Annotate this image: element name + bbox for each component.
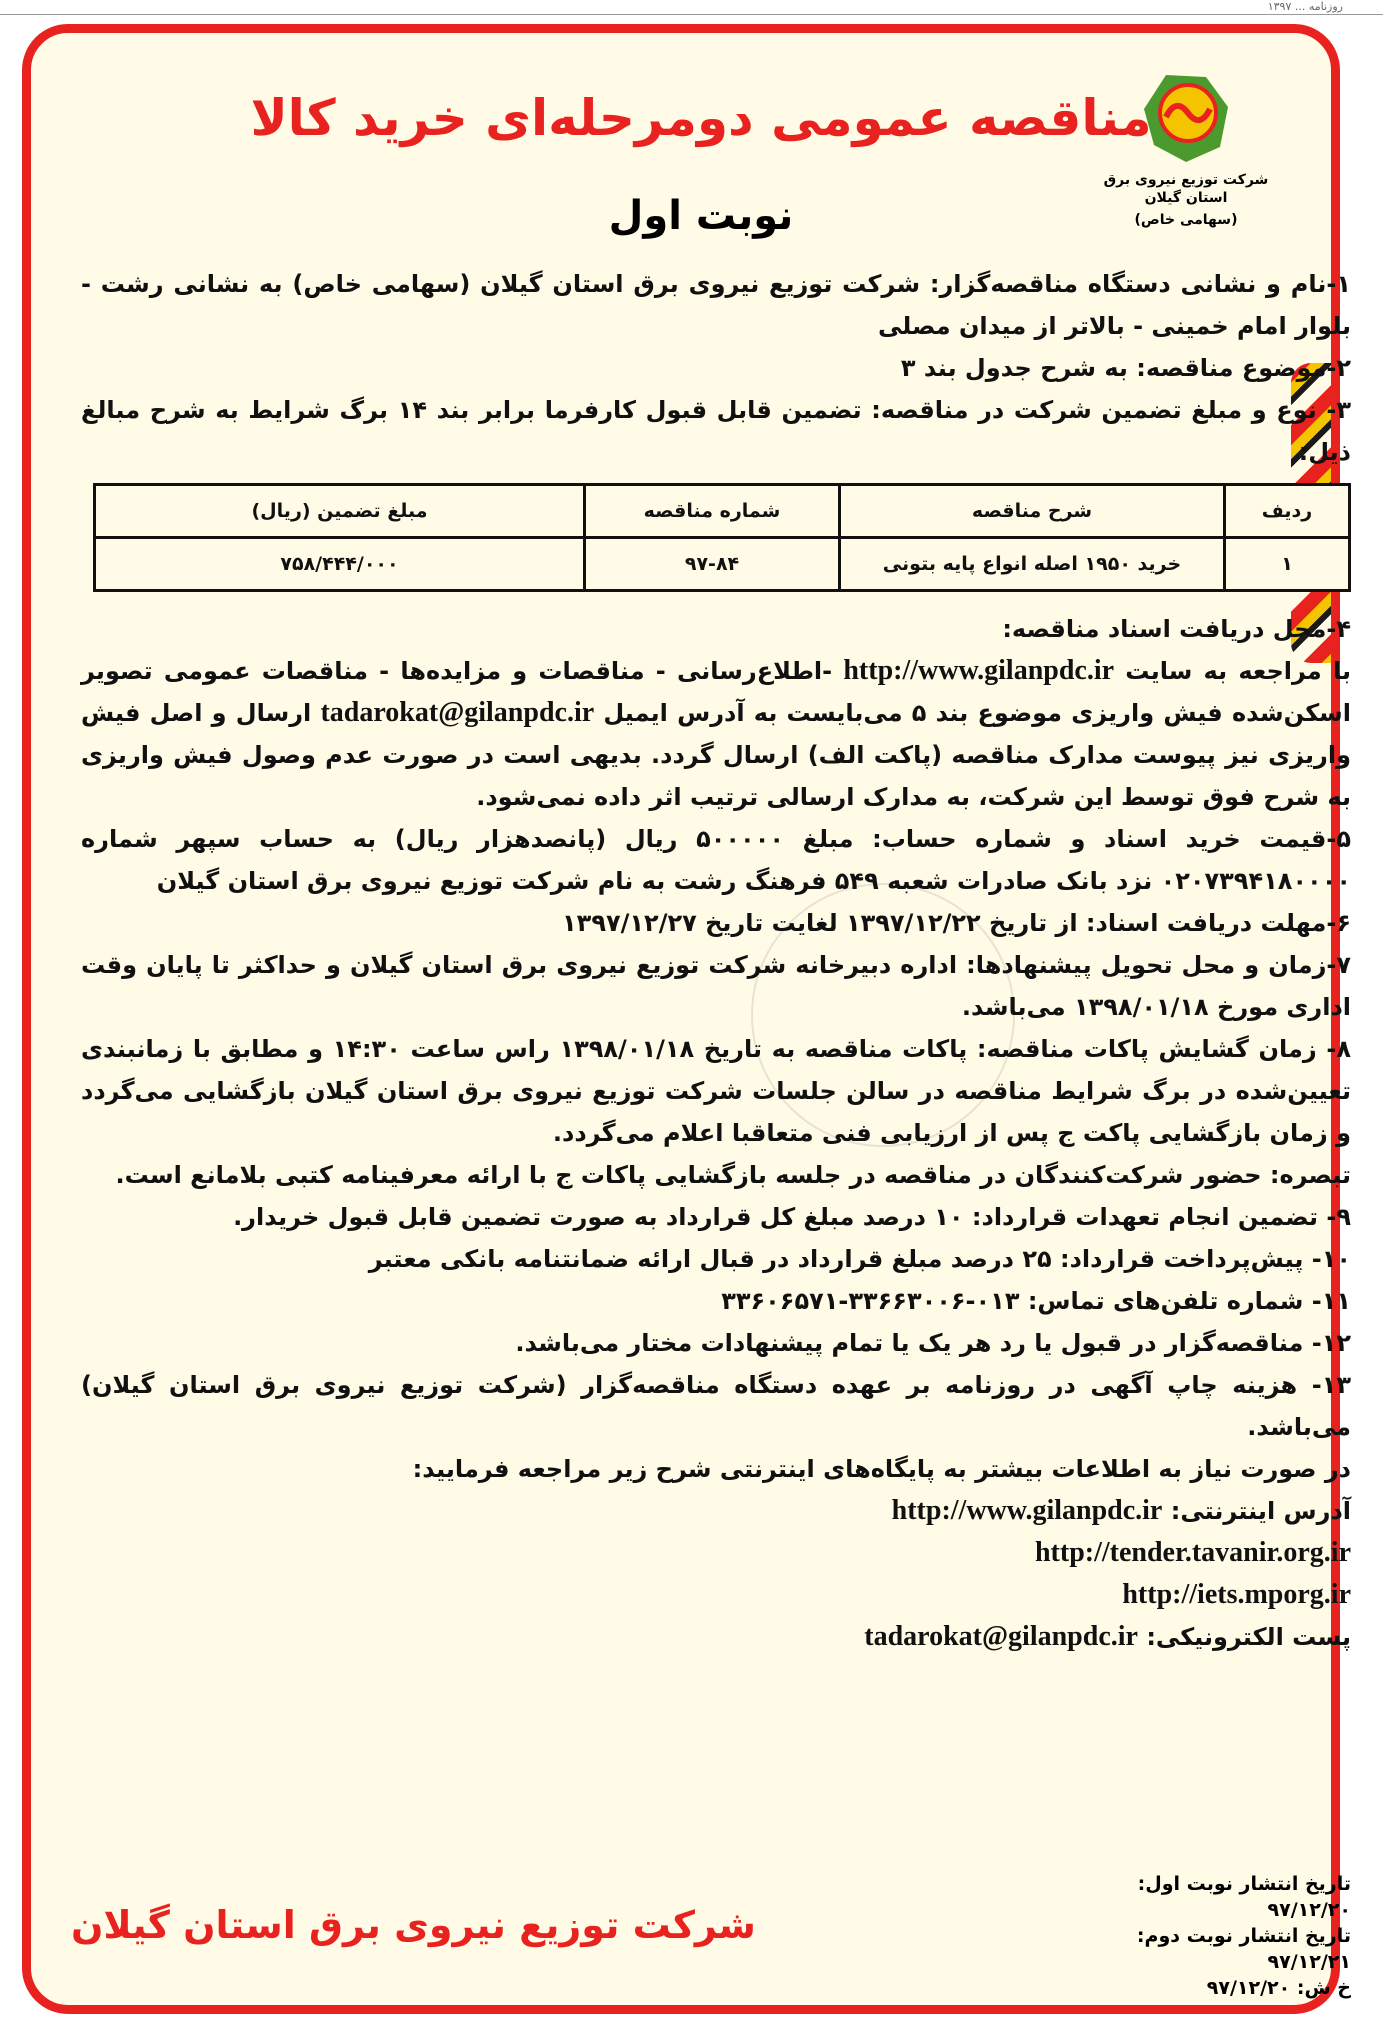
address-link-1[interactable]: http://www.gilanpdc.ir <box>891 1495 1163 1526</box>
col-row-number: ردیف <box>1225 485 1350 538</box>
address-line-3 <box>81 1574 1351 1616</box>
publication-code: خ ش: ۹۷/۱۲/۲۰ <box>1206 1977 1351 1999</box>
cell-tender-number: ۹۷-۸۴ <box>585 538 840 591</box>
footer-company: شرکت توزیع نیروی برق استان گیلان <box>71 1903 756 1947</box>
item-6: ۶-مهلت دریافت اسناد: از تاریخ ۱۳۹۷/۱۲/۲۲ لغایت تاریخ ۱۳۹۷/۱۲/۲۷ <box>562 909 1351 937</box>
top-scrap-text: روزنامه ... ۱۳۹۷ <box>1267 0 1343 13</box>
publication-dates <box>1051 1871 1351 2001</box>
date-second: تاریخ انتشار نوبت دوم: ۹۷/۱۲/۲۱ <box>1136 1925 1351 1973</box>
address-link-3[interactable]: http://iets.mporg.ir <box>1122 1579 1351 1610</box>
item-2: ۲-موضوع مناقصه: به شرح جدول بند ۳ <box>900 354 1351 382</box>
gilanpdc-link[interactable]: http://www.gilanpdc.ir <box>843 655 1115 686</box>
item-8: ۸- زمان گشایش پاکات مناقصه: پاکات مناقصه به تاریخ ۱۳۹۸/۰۱/۱۸ راس ساعت ۱۴:۳۰ و مطابق با زمانبندی تعیین‌شده در برگ شرایط مناقصه در سالن جلسات شرکت توزیع نیروی برق استان گیلان بازگشایی می‌گردد و زمان بازگشایی پاکت ج پس از ارزیابی فنی متعاقبا اعلام می‌گردد. <box>81 1035 1351 1147</box>
email-label: پست الکترونیکی: <box>1146 1623 1351 1651</box>
company-name-line1: شرکت توزیع نیروی برق استان گیلان <box>1103 172 1269 206</box>
item-5: ۵-قیمت خرید اسناد و شماره حساب: مبلغ ۵۰۰۰۰۰ ریال (پانصدهزار ریال) به حساب سپهر شماره ۰۲۰۷۳۹۴۱۸۰۰۰۰ نزد بانک صادرات شعبه ۵۴۹ فرهنگ رشت به نام شرکت توزیع نیروی برق استان گیلان <box>81 825 1351 895</box>
cell-description: خرید ۱۹۵۰ اصله انواع پایه بتونی <box>840 538 1225 591</box>
item-4-text-b: -اطلاع‌رسانی - مناقصات و مزایده‌ها - مناقصات عمومی تصویر اسکن‌شده فیش واریزی موضوع بند ۵ می‌بایست به آدرس ایمیل <box>81 657 1351 727</box>
cell-row-number: ۱ <box>1225 538 1350 591</box>
item-9: ۹- تضمین انجام تعهدات قرارداد: ۱۰ درصد مبلغ کل قرارداد به صورت تضمین قابل قبول خریدار. <box>233 1203 1351 1231</box>
table-row <box>95 538 1350 591</box>
item-10: ۱۰- پیش‌پرداخت قرارداد: ۲۵ درصد مبلغ قرارداد در قبال ارائه ضمانتنامه بانکی معتبر <box>368 1245 1351 1273</box>
email-line <box>81 1616 1351 1658</box>
date-first: تاریخ انتشار نوبت اول: ۹۷/۱۲/۲۰ <box>1137 1873 1351 1921</box>
item-7: ۷-زمان و محل تحویل پیشنهادها: اداره دبیرخانه شرکت توزیع نیروی برق استان گیلان و حداکثر تا پایان وقت اداری مورخ ۱۳۹۸/۰۱/۱۸ می‌باشد. <box>81 951 1351 1021</box>
page-subtitle: نوبت اول <box>608 193 794 239</box>
address-label: آدرس اینترنتی: <box>1170 1497 1351 1525</box>
email-link-footer[interactable]: tadarokat@gilanpdc.ir <box>864 1621 1138 1652</box>
item-4-title: ۴-محل دریافت اسناد مناقصه: <box>1002 615 1351 643</box>
col-tender-number: شماره مناقصه <box>585 485 840 538</box>
item-note: تبصره: حضور شرکت‌کنندگان در مناقصه در جلسه بازگشایی پاکات ج با ارائه معرفینامه کتبی بلامانع است. <box>115 1161 1351 1189</box>
address-link-2[interactable]: http://tender.tavanir.org.ir <box>1034 1537 1351 1568</box>
company-name-line2: (سهامی خاص) <box>1134 212 1238 228</box>
more-info: در صورت نیاز به اطلاعات بیشتر به پایگاه‌های اینترنتی شرح زیر مراجعه فرمایید: <box>412 1455 1351 1483</box>
ad-frame <box>22 24 1352 2014</box>
address-line-1 <box>81 1490 1351 1532</box>
item-1: ۱-نام و نشانی دستگاه مناقصه‌گزار: شرکت توزیع نیروی برق استان گیلان (سهامی خاص) به نشانی رشت - بلوار امام خمینی - بالاتر از میدان مصلی <box>81 270 1351 340</box>
item-4 <box>81 650 1351 818</box>
item-4-text-a: با مراجعه به سایت <box>1125 657 1352 685</box>
item-11: ۱۱- شماره تلفن‌های تماس: ۰۱۳-۳۳۶۶۳۰۰۶-۳۳۶۰۶۵۷۱ <box>721 1287 1351 1315</box>
item-13: ۱۳- هزینه چاپ آگهی در روزنامه بر عهده دستگاه مناقصه‌گزار (شرکت توزیع نیروی برق استان گیلان) می‌باشد. <box>81 1371 1351 1441</box>
ad-body <box>81 263 1351 1658</box>
email-link[interactable]: tadarokat@gilanpdc.ir <box>320 697 595 728</box>
item-12: ۱۲- مناقصه‌گزار در قبول یا رد هر یک یا تمام پیشنهادات مختار می‌باشد. <box>515 1329 1351 1357</box>
address-line-2 <box>81 1532 1351 1574</box>
top-strip <box>0 0 1383 15</box>
col-description: شرح مناقصه <box>840 485 1225 538</box>
col-guarantee-amount: مبلغ تضمین (ریال) <box>95 485 585 538</box>
table-header-row <box>95 485 1350 538</box>
page-title: مناقصه عمومی دومرحله‌ای خرید کالا <box>250 89 1152 147</box>
item-4-text-c: ارسال و اصل فیش واریزی نیز پیوست مدارک مناقصه (پاکت الف) ارسال گردد. بدیهی است در صورت عدم وصول فیش واریزی به شرح فوق توسط این شرکت، به مدارک ارسالی ترتیب اثر داده نمی‌شود. <box>81 699 1351 811</box>
cell-guarantee-amount: ۷۵۸/۴۴۴/۰۰۰ <box>95 538 585 591</box>
item-3: ۳- نوع و مبلغ تضمین شرکت در مناقصه: تضمین قابل قبول کارفرما برابر بند ۱۴ برگ شرایط به شرح مبالغ ذیل: <box>81 396 1351 466</box>
tender-table <box>93 483 1351 592</box>
